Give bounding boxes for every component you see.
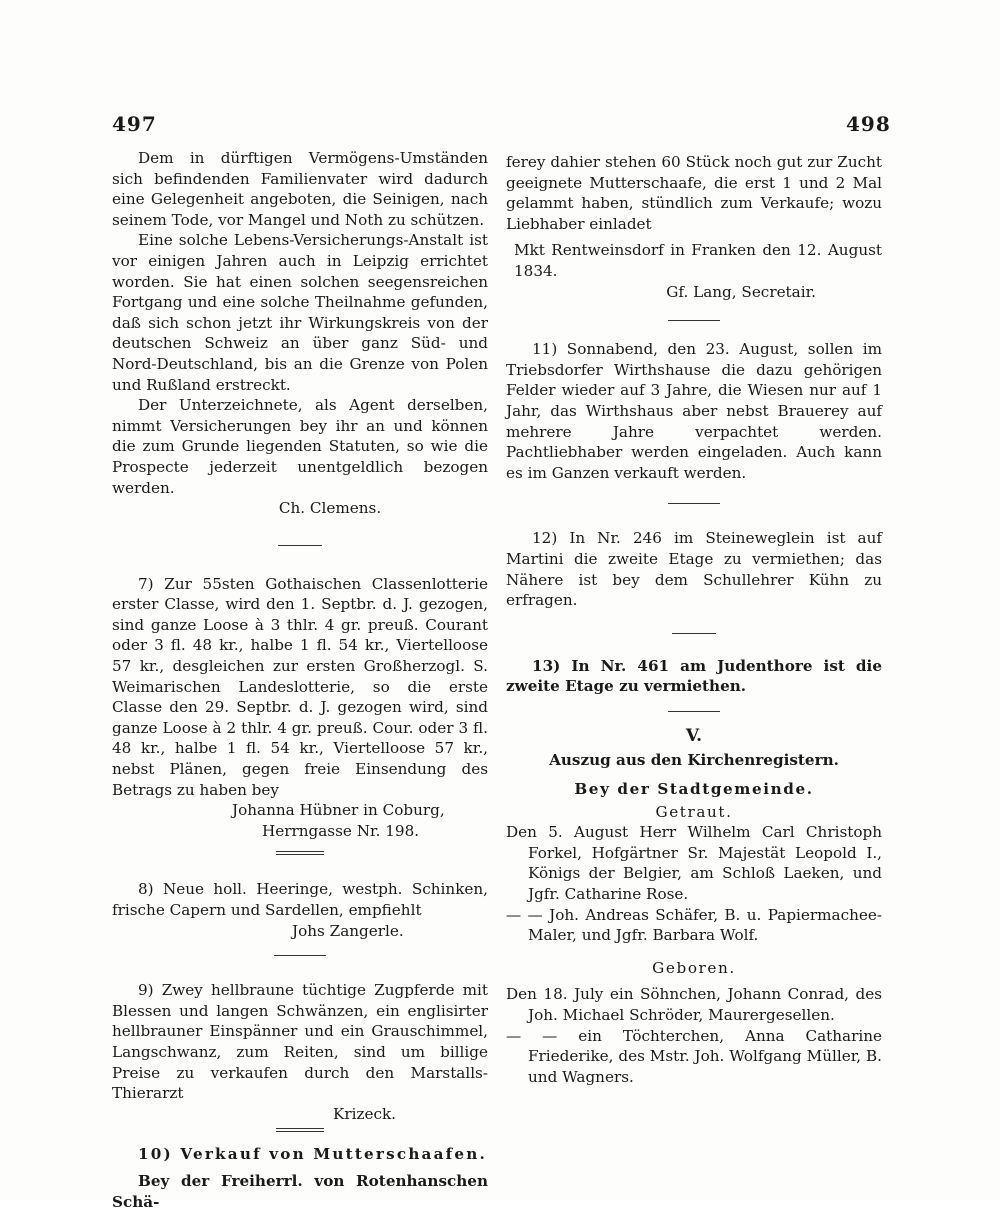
- sheep-ad-heading: 10) Verkauf von Mutterschaafen.: [138, 1145, 487, 1164]
- horses-ad-text: 9) Zwey hellbraune tüchtige Zugpferde mit Blessen und langen Schwänzen, ein englisirter hellbrauner Einspänner und ein Grauschimmel, Langschwanz, zum Reiten, sind um billige Preise zu verkaufen durch den Marstalls-Thierarzt: [112, 981, 488, 1103]
- herring-ad-text: 8) Neue holl. Heeringe, westph. Schinken, frische Capern und Sardellen, empfiehlt: [112, 880, 488, 919]
- lottery-ad-signature-name: Johanna Hübner in Coburg,: [232, 801, 445, 820]
- section-numeral: V.: [685, 725, 703, 746]
- right-column: [506, 152, 882, 1087]
- page-number-left: 497: [112, 112, 157, 136]
- lottery-ad-text: 7) Zur 55sten Gothaischen Classenlotterie erster Classe, wird den 1. Septbr. d. J. gezogen, sind ganze Loose à 3 thlr. 4 gr. preuß. Courant oder 3 fl. 48 kr., halbe 1 fl. 54 kr., Viertelloose 57 kr., desgleichen zur ersten Großherzogl. S. Weimarischen Landeslotterie, so die erste Classe den 29. Septbr. d. J. gezogen wird, sind ganze Loose à 2 thlr. 4 gr. preuß. Cour. oder 3 fl. 48 kr., halbe 1 fl. 54 kr., Viertelloose 57 kr., nebst Plänen, gegen freie Einsendung des Betrags zu haben bey: [112, 574, 488, 799]
- sheep-ad-text-continued: ferey dahier stehen 60 Stück noch gut zur Zucht geeignete Mutterschaafe, die erst 1 und 2 Mal gelammt haben, stündlich zum Verkaufe; wozu Liebhaber einladet: [506, 153, 882, 233]
- married-entry-1: Den 5. August Herr Wilhelm Carl Christoph Forkel, Hofgärtner Sr. Majestät Leopold I., Königs der Belgier, am Schloß Laeken, und Jgfr. Catharine Rose.: [506, 823, 882, 904]
- apartment-ad-461-text: 13) In Nr. 461 am Judenthore ist die zweite Etage zu vermiethen.: [506, 656, 882, 696]
- apartment-ad-246-text: 12) In Nr. 246 im Steineweglein ist auf Martini die zweite Etage zu vermiethen; das Nähere ist bey dem Schullehrer Kühn zu erfragen.: [506, 529, 882, 610]
- page-number-right: 498: [846, 112, 891, 136]
- horses-ad-signature: Krizeck.: [333, 1104, 396, 1123]
- born-entry-1: Den 18. July ein Söhnchen, Johann Conrad, des Joh. Michael Schröder, Maurergesellen.: [506, 985, 882, 1024]
- herring-ad-signature: Johs Zangerle.: [292, 921, 404, 940]
- section-title: Auszug aus den Kirchenregistern.: [549, 751, 839, 770]
- married-entry-2: — — Joh. Andreas Schäfer, B. u. Papiermachee-Maler, und Jgfr. Barbara Wolf.: [506, 905, 882, 945]
- lottery-ad-signature-address: Herrngasse Nr. 198.: [262, 821, 420, 840]
- insurance-ad-signature: Ch. Clemens.: [278, 499, 382, 518]
- born-entry-2: — — ein Töchterchen, Anna Catharine Friederike, des Mstr. Joh. Wolfgang Müller, B. und Wagners.: [506, 1026, 882, 1086]
- insurance-ad-paragraph-3: Der Unterzeichnete, als Agent derselben, nimmt Versicherungen bey ihr an und können die zum Grunde liegenden Statuten, so wie die Prospecte jederzeit unentgeldlich bezogen werden.: [112, 396, 488, 497]
- sheep-ad-text-start: Bey der Freiherrl. von Rotenhanschen Schä-: [112, 1171, 488, 1211]
- born-heading: Geboren.: [652, 958, 736, 977]
- insurance-ad-paragraph-2: Eine solche Lebens-Versicherungs-Anstalt ist vor einigen Jahren auch in Leipzig errichtet worden. Sie hat einen solchen seegensreichen Fortgang und eine solche Theilnahme gefunden, daß sich schon jetzt ihr Wirkungskreis von der deutschen Schweiz an über ganz Süd- und Nord-Deutschland, bis an die Grenze von Polen und Rußland erstreckt.: [112, 231, 488, 394]
- community-heading: Bey der Stadtgemeinde.: [574, 780, 814, 799]
- sheep-ad-signature: Gf. Lang, Secretair.: [666, 282, 816, 301]
- tavern-lease-ad-text: 11) Sonnabend, den 23. August, sollen im Triebsdorfer Wirthshause die dazu gehörigen Felder wieder auf 3 Jahre, die Wiesen nur auf 1 Jahr, das Wirthshaus aber nebst Brauerey auf mehrere Jahre verpachtet werden. Pachtliebhaber werden eingeladen. Auch kann es im Ganzen verkauft werden.: [506, 340, 882, 482]
- left-column: [112, 148, 488, 1212]
- married-heading: Getraut.: [655, 802, 733, 821]
- sheep-ad-place-date: Mkt Rentweinsdorf in Franken den 12. August 1834.: [514, 241, 882, 280]
- insurance-ad-paragraph-1: Dem in dürftigen Vermögens-Umständen sich befindenden Familienvater wird dadurch eine Gelegenheit angeboten, die Seinigen, nach seinem Tode, vor Mangel und Noth zu schützen.: [112, 149, 488, 229]
